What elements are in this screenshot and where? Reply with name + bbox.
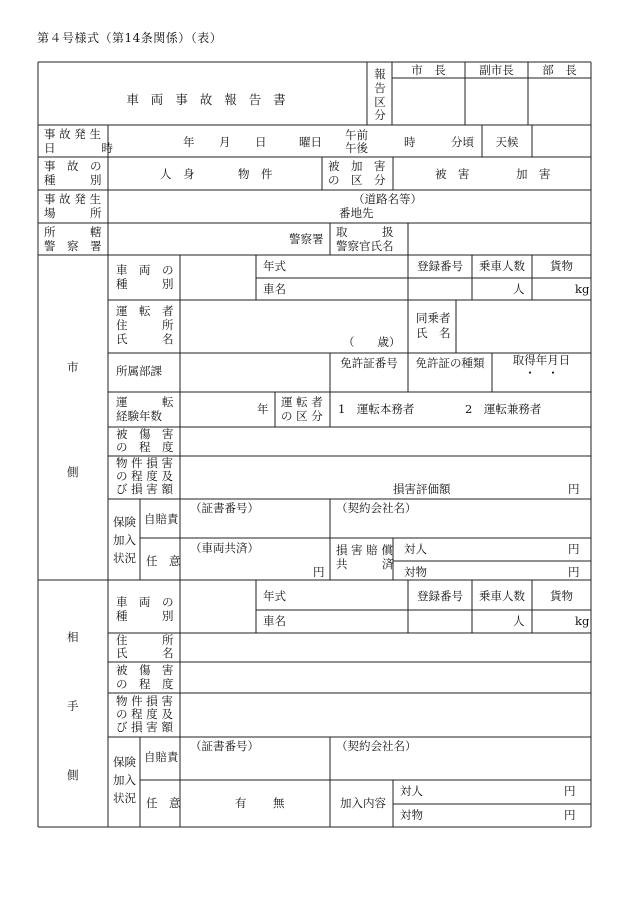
city-driver-age: （ 歳） <box>343 335 401 349</box>
datetime-label-1: 事 故 発 生 <box>44 127 101 141</box>
type-label-1: 事 故 の <box>44 159 102 173</box>
city-to-property-yen: 円 <box>568 565 580 579</box>
city-driver-class-label-2: の 区 分 <box>281 409 323 423</box>
other-side-label-1: 相 <box>67 630 79 644</box>
other-none-option: 無 <box>273 796 285 810</box>
other-registration-no: 登録番号 <box>417 589 463 603</box>
city-damage-label-2: の 程 度 及 <box>116 469 173 483</box>
other-injury-label-1: 被 傷 害 <box>116 663 174 677</box>
other-vehicle-type-label-1: 車 両 の <box>116 595 174 609</box>
city-registration-no: 登録番号 <box>417 259 463 273</box>
city-insurance-label-2: 加入 <box>113 533 136 547</box>
approver-deputy-mayor: 副市長 <box>479 63 514 77</box>
hour-label: 時 <box>404 135 416 149</box>
other-address-label-1: 住 所 <box>116 633 174 647</box>
type-label-2: 種 別 <box>44 173 102 187</box>
city-passenger-label-1: 同乗者 <box>416 311 451 325</box>
city-compulsory-label: 自賠責 <box>144 512 179 526</box>
city-insurance-label-1: 保険 <box>113 515 136 529</box>
other-side-label-3: 側 <box>67 768 79 782</box>
city-kg-unit: kg <box>575 282 590 296</box>
city-mutual-aid-yen: 円 <box>313 565 325 579</box>
other-address-label-2: 氏 名 <box>116 646 174 660</box>
city-damage-yen: 円 <box>568 482 580 496</box>
other-has-option: 有 <box>235 796 247 810</box>
city-liability-label-1: 損 害 賠 償 <box>336 543 393 557</box>
minute-label: 分頃 <box>451 135 474 149</box>
weather-label: 天候 <box>495 135 519 149</box>
city-driver-class-option-1: 1 運転本務者 <box>338 402 415 416</box>
city-damage-label-1: 物 件 損 害 <box>116 456 173 470</box>
other-to-person-yen: 円 <box>564 784 576 798</box>
day-label: 日 <box>255 135 267 149</box>
other-persons-unit: 人 <box>513 614 525 628</box>
datetime-label-2: 日 時 <box>44 141 113 155</box>
place-label-2: 場 所 <box>44 206 102 220</box>
city-to-person-yen: 円 <box>568 542 580 556</box>
city-damage-value-label: 損害評価額 <box>393 482 451 496</box>
city-license-date: 取得年月日 <box>512 353 571 367</box>
other-coverage-label: 加入内容 <box>340 796 386 810</box>
city-liability-label-2: 共 済 <box>336 557 394 571</box>
other-certificate-no: （証書番号） <box>190 739 259 753</box>
am-label: 午前 <box>345 128 368 142</box>
report-section-label: 報告区分 <box>374 67 386 123</box>
city-driver-class-option-2: 2 運転兼務者 <box>465 402 542 416</box>
city-injury-label-2: の 程 度 <box>116 440 174 454</box>
city-experience-label-2: 経験年数 <box>116 409 162 423</box>
city-vehicle-type-label-2: 種 別 <box>116 277 174 291</box>
city-license-type: 免許証の種類 <box>415 356 485 370</box>
other-model-year: 年式 <box>263 589 286 603</box>
city-experience-label-1: 運 転 <box>116 395 174 409</box>
other-cargo: 貨物 <box>550 589 573 603</box>
city-driver-label-1: 運 転 者 <box>116 304 174 318</box>
month-label: 月 <box>219 135 231 149</box>
approver-director: 部 長 <box>542 63 577 77</box>
year-label: 年 <box>183 135 195 149</box>
place-label-1: 事 故 発 生 <box>44 192 101 206</box>
city-voluntary-label: 任 意 <box>146 554 181 568</box>
city-experience-unit: 年 <box>257 402 269 416</box>
other-compulsory-label: 自賠責 <box>144 750 179 764</box>
type-property: 物 件 <box>238 167 273 181</box>
officer-label-2: 警察官氏名 <box>336 239 394 253</box>
road-name-label: （道路名等） <box>353 192 422 206</box>
party-perpetrator: 加 害 <box>516 167 551 181</box>
police-label-1: 所 轄 <box>44 225 102 239</box>
approver-mayor: 市 長 <box>411 63 446 77</box>
other-damage-label-1: 物 件 損 害 <box>116 694 173 708</box>
city-passengers: 乗車人数 <box>479 259 525 273</box>
city-passenger-label-2: 氏 名 <box>416 326 451 340</box>
other-insurance-label-1: 保険 <box>113 755 136 769</box>
other-voluntary-label: 任 意 <box>146 796 181 810</box>
city-to-property: 対物 <box>404 565 427 579</box>
type-person: 人 身 <box>160 167 195 181</box>
address-label: 番地先 <box>339 206 374 220</box>
city-driver-label-2: 住 所 <box>116 318 174 332</box>
city-license-date-dots: ・ ・ <box>524 366 559 380</box>
other-damage-label-2: の 程 度 及 <box>116 707 173 721</box>
other-insurance-label-2: 加入 <box>113 773 136 787</box>
other-to-person: 対人 <box>400 784 423 798</box>
city-model-year: 年式 <box>263 259 286 273</box>
city-vehicle-type-label-1: 車 両 の <box>116 263 174 277</box>
pm-label: 午後 <box>345 141 368 155</box>
form-number: 第４号様式（第14条関係）（表） <box>37 31 223 45</box>
city-department-label: 所属部課 <box>116 364 162 378</box>
other-insurer-name: （契約会社名） <box>336 739 417 753</box>
city-side-label-2: 側 <box>67 465 79 479</box>
other-injury-label-2: の 程 度 <box>116 677 174 691</box>
other-to-property-yen: 円 <box>564 808 576 822</box>
other-vehicle-type-label-2: 種 別 <box>116 609 174 623</box>
other-vehicle-name: 車名 <box>263 614 286 628</box>
city-persons-unit: 人 <box>513 282 525 296</box>
other-to-property: 対物 <box>400 808 423 822</box>
city-insurance-label-3: 状況 <box>113 551 136 565</box>
city-injury-label-1: 被 傷 害 <box>116 427 174 441</box>
party-label-2: の 区 分 <box>328 173 386 187</box>
other-passengers: 乗車人数 <box>479 589 525 603</box>
document-title: 車 両 事 故 報 告 書 <box>126 92 290 107</box>
officer-label-1: 取 扱 <box>336 225 394 239</box>
police-label-2: 警 察 署 <box>44 239 102 253</box>
party-label-1: 被 加 害 <box>328 159 386 173</box>
other-kg-unit: kg <box>575 614 590 628</box>
other-insurance-label-3: 状況 <box>113 791 136 805</box>
city-side-label-1: 市 <box>67 360 79 374</box>
city-driver-class-label-1: 運 転 者 <box>281 395 323 409</box>
city-damage-label-3: び 損 害 額 <box>116 482 173 496</box>
weekday-label: 曜日 <box>299 135 322 149</box>
police-station-label: 警察署 <box>289 232 324 246</box>
other-damage-label-3: び 損 害 額 <box>116 720 173 734</box>
city-cargo: 貨物 <box>550 259 573 273</box>
city-driver-label-3: 氏 名 <box>116 332 174 346</box>
other-side-label-2: 手 <box>67 699 79 713</box>
city-license-no: 免許証番号 <box>340 356 398 370</box>
city-mutual-aid: （車両共済） <box>190 541 259 555</box>
party-victim: 被 害 <box>435 167 470 181</box>
city-to-person: 対人 <box>404 542 427 556</box>
city-insurer-name: （契約会社名） <box>336 501 417 515</box>
city-vehicle-name: 車名 <box>263 282 286 296</box>
city-certificate-no: （証書番号） <box>190 501 259 515</box>
